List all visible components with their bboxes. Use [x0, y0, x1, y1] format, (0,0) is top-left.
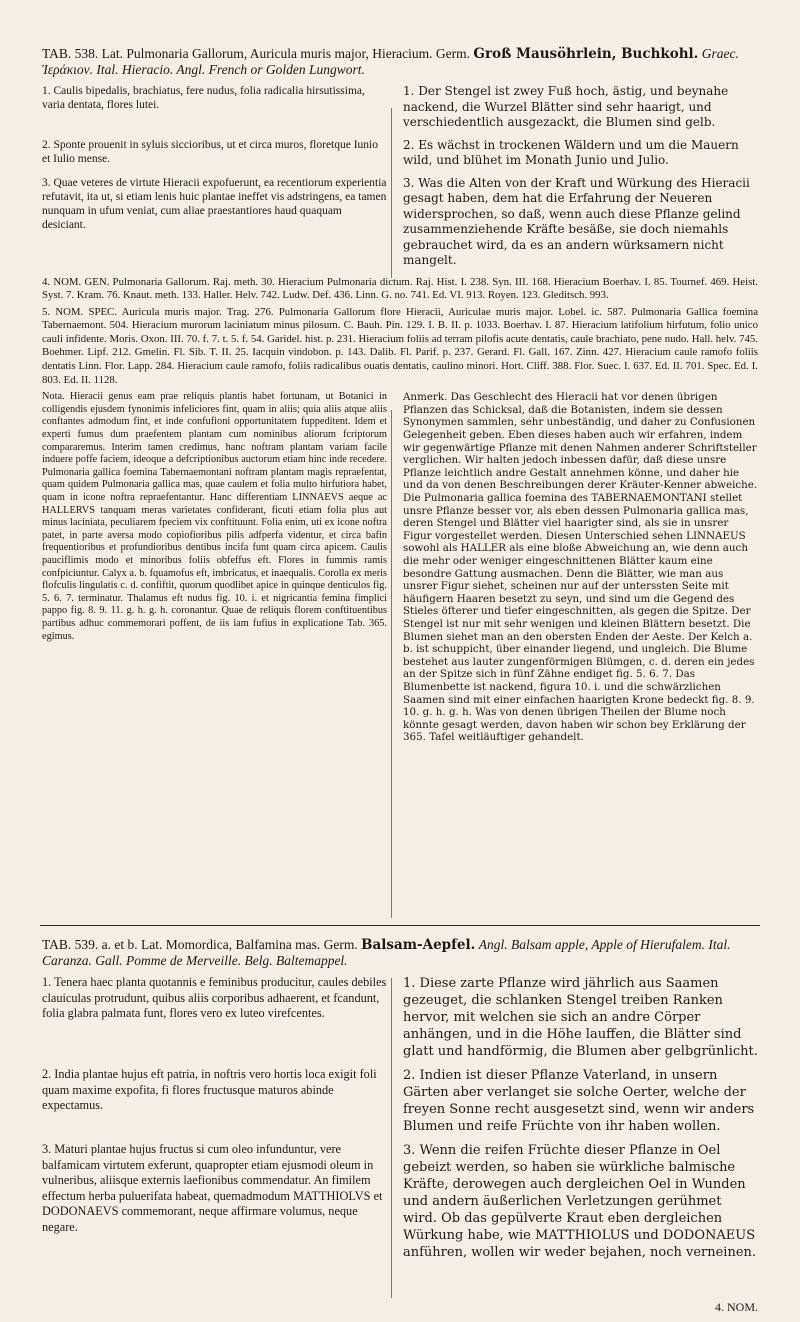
latin-text: 1. Tenera haec planta quotannis e feminibus producitur, caules debiles clauiculas protrudunt, quibus aliis corporibus adhaerent, et fcandunt, folia glabra palmata funt, flores vero ex luteo virefcentes. — [42, 975, 387, 1020]
catchword: 4. NOM. — [714, 1300, 758, 1314]
nota-german: Anmerk. Das Geschlecht des Hieracii hat vor denen übrigen Pflanzen das Schicksal, daß die Botanisten, indem sie dessen Synonymen sammlen, sehr unbeständig, und daher zu Confusionen Gelegenheit geben. Eben dieses haben auch wir erfahren, indem wir gegenwärtige Pflanze mit denen Nahmen anderer Schriftsteller verglichen. Wir halten jedoch inbessen dafür, daß diese unsre Pflanze leichtlich andre Gestalt annehmen könne, und daher hie und da von denen Beschreibungen derer Kräuter-Kenner abweiche. Die Pulmonaria gallica foemina des TABERNAEMONTANI stellet unsre Pflanze besser vor, als eben dessen Pulmonaria gallica mas, deren Stengel und Blätter viel haarigter sind, als sie in unsrer Figur vorgestellet werden. Diesen Unterschied sehen LINNAEUS sowohl als HALLER als eine bloße Abweichung an, wie denn auch die mehr oder weniger eingeschnittenen Blätter kaum eine besondre Gattung ausmachen. Denn die Blätter, wie man aus unsrer Figur siehet, scheinen nur auf der unterssten Seite mit häufigern Haaren besetzt zu seyn, und sind um die Gegend des Stieles öfterer und tiefer eingeschnitten, als gegen die Spitze. Der Stengel ist nur mit sehr wenigen und kleinen Blättern besetzt. Die Blumen siehet man an den obersten Enden der Aeste. Der Kelch a. b. ist schuppicht, über einander liegend, und ungleich. Die Blume bestehet aus lauter zungenförmigen Blümgen, c. d. deren ein jedes an der Spitze sich in fünf Zähne endiget fig. 5. 6. 7. Das Blumenbette ist nackend, figura 10. i. und die schwärzlichen Saamen sind mit einer einfachen haarigten Krone bedeckt fig. 8. 9. 10. g. h. g. h. Was von denen übrigen Theilen der Blume noch könnte gesagt werden, davon haben wir schon bey Erklärung der 365. Tafel weitläuftiger gehandelt. — [403, 391, 758, 744]
tab-539-german-name: Balsam-Aepfel. — [361, 937, 476, 953]
tab-538-paragraph-1 — [42, 84, 758, 131]
tab-538-german-name: Groß Mausöhrlein, Buchkohl. — [473, 46, 699, 62]
latin-text: 3. Maturi plantae hujus fructus si cum oleo infunduntur, vere balfamicam virtutem exferunt, quapropter etiam ejusmodi oleum in vulneribus, aliisque externis laefionibus commendatur. An fimilem effectum herba puluerifata habeat, quemadmodum MATTHIOLVS et DODONAEVS commemorant, neque affirmare volumus, neque negare. — [42, 1142, 383, 1234]
column-divider — [391, 410, 392, 918]
german-text: 1. Diese zarte Pflanze wird jährlich aus Saamen gezeuget, die schlanken Stengel treiben Ranken hervor, mit welchen sie sich an andre Cörper anhängen, und in die Höhe lauffen, die Blätter sind glatt und handförmig, die Blumen aber gelbgrünlicht. — [403, 976, 758, 1059]
tab-539-paragraph-3 — [42, 1142, 758, 1261]
tab-538-paragraph-2 — [42, 138, 758, 169]
column-divider — [391, 978, 392, 1298]
latin-text: 3. Quae veteres de virtute Hieracii expofuerunt, ea recentiorum experientia refutavit, ita ut, si etiam lenis huic plantae ineffet vis adstringens, ea tamen nunquam in ufum veniat, cum aliae praestantiores haud quaquam desiciant. — [42, 176, 387, 231]
tab-538-paragraph-3 — [42, 176, 758, 269]
german-text: 2. Es wächst in trockenen Wäldern und um die Mauern wild, und blühet im Monath Junio und Julio. — [403, 137, 739, 167]
german-text: 3. Was die Alten von der Kraft und Würkung des Hieracii gesagt haben, dem hat die Erfahrung der Neueren widersprochen, so daß, wenn auch diese Pflanze gelind zusammenziehende Kräfte besäße, sie doch niemahls gebrauchet wird, da es an andern würksamern nicht mangelt. — [403, 175, 750, 267]
tab-539-paragraph-2 — [42, 1067, 758, 1135]
tab-538-header: TAB. 538. Lat. Pulmonaria Gallorum, Auricula muris major, Hieracium. Germ. Groß Mausöhrlein, Buchkohl. Graec. Ἱεράκιον. Ital. Hieracio. Angl. French or Golden Lungwort. — [42, 46, 739, 77]
tab-539-paragraphs — [42, 975, 758, 1261]
tab-539-header: TAB. 539. a. et b. Lat. Momordica, Balfamina mas. Germ. Balsam-Aepfel. Angl. Balsam apple, Apple of Hierufalem. Ital. Caranza. Gall. Pomme de Merveille. Belg. Baltemappel. — [42, 937, 731, 968]
column-divider — [391, 108, 392, 278]
nota-section — [42, 391, 758, 744]
tab-539-entry — [42, 937, 758, 1268]
section-divider — [40, 925, 760, 926]
nomen-genericum: 4. NOM. GEN. Pulmonaria Gallorum. Raj. meth. 30. Hieracium Pulmonaria dictum. Raj. Hist. I. 238. Syn. III. 168. Hieracium Boerhav. I. 85. Tournef. 469. Heist. Syst. 7. Kram. 76. Knaut. meth. 133. Haller. Helv. 742. Ludw. Def. 436. Linn. G. no. 741. Ed. VI. 913. Royen. 123. Gleditsch. 993. — [42, 275, 758, 302]
tab-538-paragraphs — [42, 84, 758, 269]
german-text: 2. Indien ist dieser Pflanze Vaterland, in unsern Gärten aber verlanget sie solche Oerter, welche der freyen Sonne recht ausgesetzt sind, wenn wir anders Blumen und reife Früchte von ihr haben wollen. — [403, 1068, 755, 1134]
tab-538-entry — [42, 46, 758, 744]
tab-539-paragraph-1 — [42, 975, 758, 1060]
nota-latin: Nota. Hieracii genus eam prae reliquis plantis habet fortunam, ut Botanici in colligendis ejusdem fynonimis infeliciores fint, quam in aliis; quia aliis atque aliis conftantes admodum fint, et inde confufioni opportunitatem fuppeditent. Idem et experti fumus dum praefentem plantam cum nominibus aliorum fcriptorum compararemus. Interim tamen credimus, hanc noftram plantam variam facile induere poffe faciem, ideoque a defcriptionibus auctorum etiam hinc inde recedere. Pulmonaria gallica foemina Tabernaemontani noftram plantam magis repraefentat, quam quidem Pulmonaria gallica mas, quae caulem et folia multo hirfutiora habet, quam in icone noftra repraefentantur. Hanc differentiam LINNAEVS aeque ac HALLERVS tanquam meras varietates confiderant, ficuti etiam folia plus aut minus laciniata, peculiarem fpeciem vix conftituunt. Folia enim, uti ex icone noftra patet, in parte aversa modo copiofioribus pilis adfperfa videntur, et circa bafin frequentioribus et profundioribus dentibus incifa funt quam circa apicem. Caulis pauciflimis modo et minoribus foliis obfeffus eft. Flores in fummis ramis confpiciuntur. Calyx a. b. fquamofus eft, imbricatus, et inaequalis. Corolla ex meris flofculis lingulatis c. d. confiftit, quorum quodlibet apice in quinque denticulos fig. 5. 6. 7. terminatur. Thalamus eft nudus fig. 10. i. et nigricantia femina fimplici pappo fig. 8. 9. 11. g. h. g. h. coronantur. Quae de reliquis florem conftituentibus partibus adhuc commemorari poffent, de iis iam fufius in explicatione Tab. 365. egimus. — [42, 391, 387, 642]
german-text: 1. Der Stengel ist zwey Fuß hoch, ästig, und beynahe nackend, die Wurzel Blätter sind sehr haarigt, und verschiedentlich ausgezackt, die Blumen sind gelb. — [403, 84, 729, 129]
nomen-specificum: 5. NOM. SPEC. Auricula muris major. Trag. 276. Pulmonaria Gallorum flore Hieracii, Auriculae muris major. Lobel. ic. 587. Pulmonaria Gallica foemina Tabernaemont. 504. Hieracium murorum laciniatum minus pilosum. C. Bauh. Pin. 129. I. B. II. p. 1033. Boerhav. I. 87. Hieracium latifolium hirfutum, folio unico cauli infidente. Moris. Oxon. III. 70. f. 7. t. 5. f. 54. Garidel. hist. p. 231. Hieracium foliis ad terram pilofis acute dentatis, caule brachiato, pene nudo. Hall. helv. 745. Boehmer. Lipf. 212. Gmelin. Fl. Sib. T. II. 25. Iacquin vindobon. p. 143. Dalib. Fl. Parif. p. 237. Gerard. Fl. Gall. 167. Zinn. 427. Hieracium caule ramofo foliis dentatis Linn. Flor. Lapp. 284. Hieracium caule ramofo, foliis radicalibus ouatis dentatis, caulino minori. Hort. Cliff. 388. Flor. Suec. I. 637. Ed. II. 701. Spec. Ed. I. 803. Ed. II. 1128. — [42, 305, 758, 386]
latin-text: 2. Sponte prouenit in syluis siccioribus, ut et circa muros, floretque Iunio et Iulio mense. — [42, 138, 378, 165]
latin-text: 2. India plantae hujus eft patria, in noftris vero hortis loca exigit foli quam maxime expofita, fi flores fructusque maturos abinde expectamus. — [42, 1067, 377, 1112]
latin-text: 1. Caulis bipedalis, brachiatus, fere nudus, folia radicalia hirsutissima, varia dentata, flores lutei. — [42, 85, 365, 111]
german-text: 3. Wenn die reifen Früchte dieser Pflanze in Oel gebeizt werden, so haben sie würkliche balmische Kräfte, derowegen auch dergleichen Oel in Wunden und andern äußerlichen Verletzungen gerühmet wird. Ob das gepülverte Kraut eben dergleichen Würkung habe, wie MATTHIOLUS und DODONAEUS anführen, wollen wir weder bejahen, noch verneinen. — [403, 1143, 757, 1260]
